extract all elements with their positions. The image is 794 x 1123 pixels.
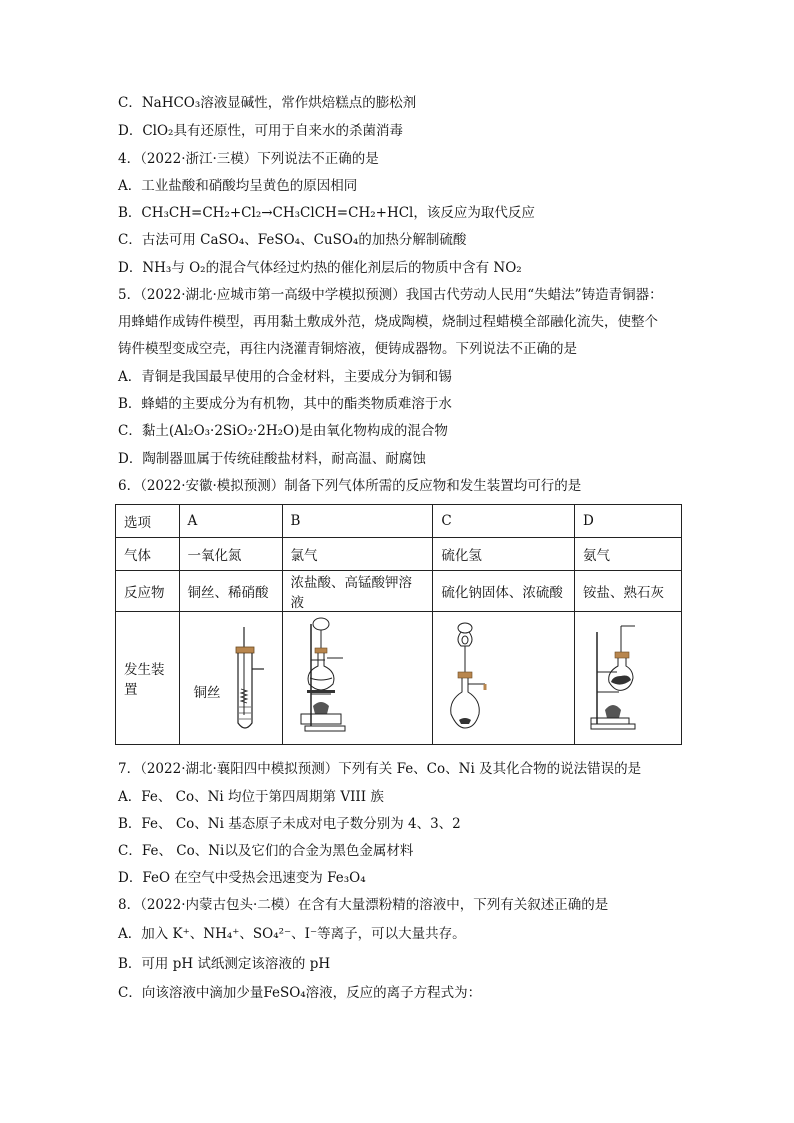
table-cell: B (282, 505, 433, 538)
copper-wire-label: 铜丝 (193, 685, 221, 701)
table-cell: 浓盐酸、高锰酸钾溶液 (282, 571, 433, 612)
option-8a: A．加入 K⁺、NH₄⁺、SO₄²⁻、I⁻等离子，可以大量共存。 (118, 926, 466, 942)
option-8b: B．可用 pH 试纸测定该溶液的 pH (118, 956, 331, 972)
table-row-header (116, 505, 682, 538)
table-cell: 反应物 (116, 571, 180, 612)
table-cell (179, 612, 282, 745)
test-tube-apparatus-diagram (188, 619, 274, 737)
question-8-stem: 8．（2022·内蒙古包头·二模）在含有大量漂粉精的溶液中，下列有关叙述正确的是 (118, 897, 609, 913)
table-cell: 氨气 (575, 538, 682, 571)
table-cell: 选项 (116, 505, 180, 538)
solid-heating-apparatus-diagram (583, 614, 673, 738)
table-cell (282, 612, 433, 745)
option-4b: B．CH₃CH=CH₂+Cl₂→CH₃ClCH=CH₂+HCl，该反应为取代反应 (118, 205, 535, 221)
option-8c: C．向该溶液中滴加少量FeSO₄溶液，反应的离子方程式为： (118, 985, 482, 1001)
table-cell: 氯气 (282, 538, 433, 571)
option-5b: B．蜂蜡的主要成分为有机物，其中的酯类物质难溶于水 (118, 396, 452, 412)
table-cell: 硫化氢 (433, 538, 575, 571)
option-7c: C．Fe、 Co、Ni以及它们的合金为黑色金属材料 (118, 843, 414, 859)
table-cell (116, 612, 180, 745)
question-5-stem-line3: 铸件模型变成空壳，再往内浇灌青铜熔液，便铸成器物。下列说法不正确的是 (118, 341, 577, 357)
option-4d: D．NH₃与 O₂的混合气体经过灼热的催化剂层后的物质中含有 NO₂ (118, 260, 522, 276)
option-5a: A．青铜是我国最早使用的合金材料，主要成分为铜和锡 (118, 369, 452, 385)
table-cell: 铵盐、熟石灰 (575, 571, 682, 612)
table-cell (433, 612, 575, 745)
table-cell: C (433, 505, 575, 538)
apparatus-a (188, 619, 274, 737)
question-6-table (115, 504, 682, 745)
table-cell (575, 612, 682, 745)
table-cell: 气体 (116, 538, 180, 571)
option-4a: A．工业盐酸和硝酸均呈黄色的原因相同 (118, 178, 358, 194)
question-5-stem-line2: 用蜂蜡作成铸件模型，再用黏土敷成外范，烧成陶模，烧制过程蜡模全部融化流失，使整个 (118, 314, 658, 330)
table-cell: 铜丝、稀硝酸 (179, 571, 282, 612)
device-label: 发生装置 (124, 662, 165, 698)
option-5c: C．黏土(Al₂O₃·2SiO₂·2H₂O)是由氧化物构成的混合物 (118, 423, 448, 439)
table-cell: D (575, 505, 682, 538)
option-7a: A．Fe、 Co、Ni 均位于第四周期第 VIII 族 (118, 789, 384, 805)
flask-funnel-apparatus-diagram (291, 614, 421, 738)
question-7-stem: 7．（2022·湖北·襄阳四中模拟预测）下列有关 Fe、Co、Ni 及其化合物的说法错误的是 (118, 761, 642, 777)
table-row-apparatus (116, 612, 682, 745)
question-6-stem: 6．（2022·安徽·模拟预测）制备下列气体所需的反应物和发生装置均可行的是 (118, 478, 582, 494)
option-3c: C．NaHCO₃溶液显碱性，常作烘焙糕点的膨松剂 (118, 95, 417, 111)
question-5-stem-line1: 5．（2022·湖北·应城市第一高级中学模拟预测）我国古代劳动人民用“失蜡法”铸造青铜器： (118, 287, 663, 303)
option-4c: C．古法可用 CaSO₄、FeSO₄、CuSO₄的加热分解制硫酸 (118, 232, 467, 248)
kipp-flask-apparatus-diagram (441, 614, 565, 738)
option-7d: D．FeO 在空气中受热会迅速变为 Fe₃O₄ (118, 870, 366, 886)
table-row-reactants (116, 571, 682, 612)
option-5d: D．陶制器皿属于传统硅酸盐材料，耐高温、耐腐蚀 (118, 451, 426, 467)
option-3d: D．ClO₂具有还原性，可用于自来水的杀菌消毒 (118, 123, 403, 139)
table-row-gas (116, 538, 682, 571)
option-7b: B．Fe、 Co、Ni 基态原子未成对电子数分别为 4、3、2 (118, 816, 461, 832)
question-4-stem: 4．（2022·浙江·三模）下列说法不正确的是 (118, 151, 379, 167)
table-cell: 硫化钠固体、浓硫酸 (433, 571, 575, 612)
table-cell: A (179, 505, 282, 538)
table-cell: 一氧化氮 (179, 538, 282, 571)
